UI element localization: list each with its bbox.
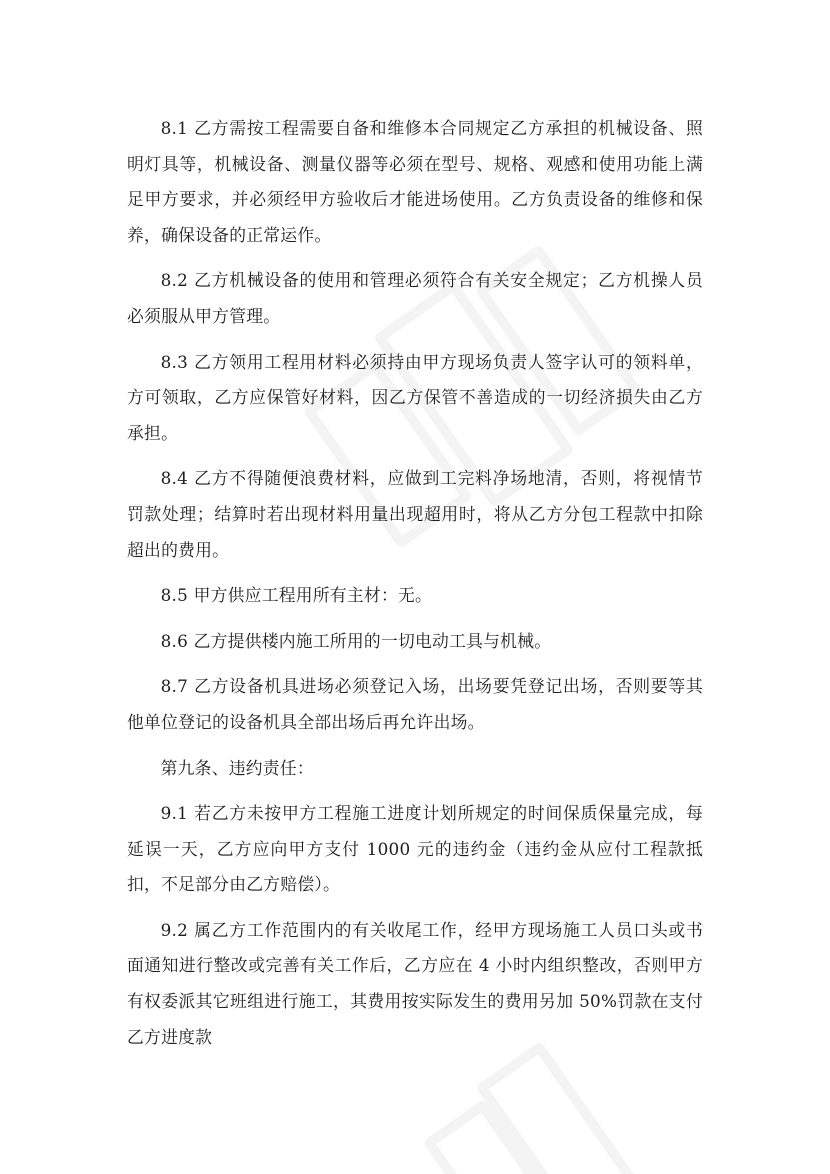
paragraph-8-6: 8.6 乙方提供楼内施工所用的一切电动工具与机械。 [160, 630, 552, 651]
paragraph-8-1: 8.1 乙方需按工程需要自备和维修本合同规定乙方承担的机械设备、照明灯具等，机械设备、测量仪器等必须在型号、规格、观感和使用功能上满足甲方要求，并必须经甲方验收后才能进场使用。乙方负责设备的维修和保养，确保设备的正常运作。 [127, 118, 703, 245]
paragraph-8-7: 8.7 乙方设备机具进场必须登记入场，出场要凭登记出场，否则要等其他单位登记的设备机具全部出场后再允许出场。 [127, 676, 703, 732]
paragraph-8-2: 8.2 乙方机械设备的使用和管理必须符合有关安全规定；乙方机操人员必须服从甲方管理。 [127, 270, 703, 326]
paragraph-8-4: 8.4 乙方不得随便浪费材料，应做到工完料净场地清，否则，将视情节罚款处理；结算时若出现材料用量出现超用时，将从乙方分包工程款中扣除超出的费用。 [127, 468, 703, 560]
paragraph-8-3: 8.3 乙方领用工程用材料必须持由甲方现场负责人签字认可的领料单，方可领取，乙方应保管好材料，因乙方保管不善造成的一切经济损失由乙方承担。 [127, 351, 703, 443]
paragraph-9-2: 9.2 属乙方工作范围内的有关收尾工作，经甲方现场施工人员口头或书面通知进行整改或完善有关工作后，乙方应在 4 小时内组织整改，否则甲方有权委派其它班组进行施工，其费用按实际发生的费用另加 50%罚款在支付乙方进度款 [127, 919, 703, 1047]
section-heading-article-9: 第九条、违约责任： [160, 757, 314, 778]
paragraph-9-1: 9.1 若乙方未按甲方工程施工进度计划所规定的时间保质保量完成，每延误一天，乙方应向甲方支付 1000 元的违约金（违约金从应付工程款抵扣，不足部分由乙方赔偿）。 [127, 803, 703, 895]
paragraph-8-5: 8.5 甲方供应工程用所有主材：无。 [160, 585, 433, 606]
document-body [127, 111, 703, 1065]
